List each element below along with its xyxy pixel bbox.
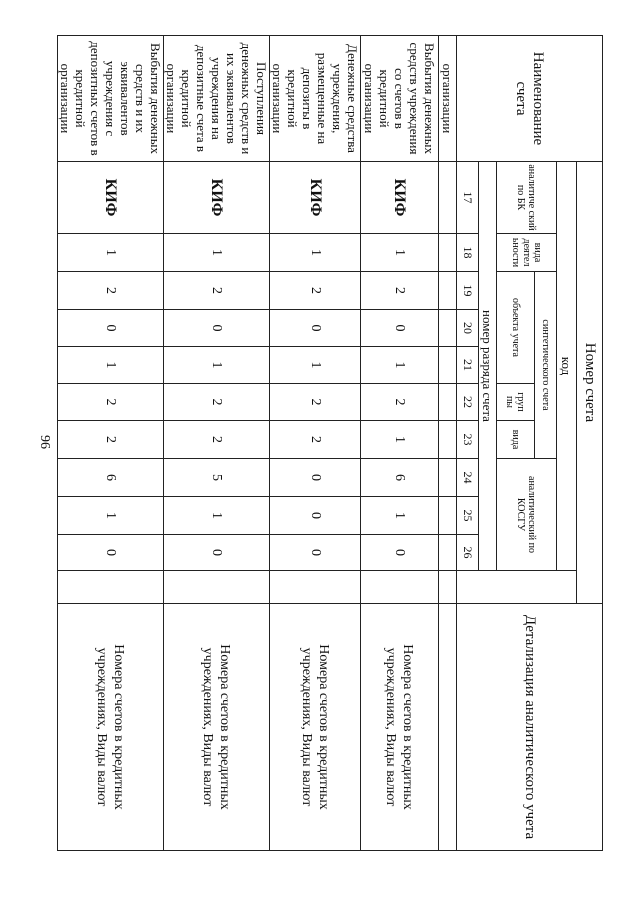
- digit-header: 17: [457, 162, 479, 234]
- kbk-code: КИФ: [361, 162, 439, 234]
- kbk-code: КИФ: [270, 162, 361, 234]
- digit-header: 22: [457, 384, 479, 421]
- header-blank: [457, 571, 577, 604]
- digit-cell: 2: [270, 421, 361, 459]
- digit-cell: 1: [164, 234, 270, 272]
- rotated-table-container: [58, 35, 603, 850]
- digit-header: 20: [457, 310, 479, 347]
- digit-cell: 2: [361, 272, 439, 310]
- detail-cell: Номера счетов в кредитных учреждениях, Виды валют: [58, 604, 164, 851]
- digit-header: 23: [457, 421, 479, 459]
- digit-cell: 1: [361, 421, 439, 459]
- account-name: Денежные средства учреждения, размещенные на депозиты в кредитной организации: [270, 36, 361, 162]
- page-number: 96: [37, 435, 52, 449]
- header-account-name: Наименование счета: [457, 36, 603, 162]
- digit-header: 25: [457, 497, 479, 535]
- header-digit-number: номер разряда счета: [479, 162, 497, 571]
- digit-cell: 0: [164, 310, 270, 347]
- header-group: груп пы: [497, 384, 535, 421]
- digit-cell: 2: [270, 384, 361, 421]
- table-row: [164, 36, 270, 851]
- table-row: [361, 36, 439, 851]
- digit-cell: 2: [164, 384, 270, 421]
- detail-cell: Номера счетов в кредитных учреждениях, Виды валют: [270, 604, 361, 851]
- digit-cell: 1: [270, 234, 361, 272]
- header-analytical-kosgu: аналитический по КОСГУ: [497, 459, 557, 571]
- account-name: Выбытия денежных средств и их эквивалентов учреждения с депозитных счетов в кредитной организации: [58, 36, 164, 162]
- carryover-name: организации: [439, 36, 457, 162]
- digit-cell: 2: [361, 384, 439, 421]
- digit-cell: 1: [361, 347, 439, 384]
- header-activity-type: вида деятел ьности: [497, 234, 557, 272]
- digit-cell: 0: [270, 535, 361, 571]
- digit-cell: 2: [58, 384, 164, 421]
- digit-cell: 0: [361, 310, 439, 347]
- kbk-code: КИФ: [164, 162, 270, 234]
- digit-cell: 1: [270, 347, 361, 384]
- header-synthetic: синтетического счета: [535, 272, 557, 459]
- digit-header: 24: [457, 459, 479, 497]
- header-kind: вида: [497, 421, 535, 459]
- digit-cell: 0: [164, 535, 270, 571]
- digit-cell: 6: [58, 459, 164, 497]
- digit-header: 18: [457, 234, 479, 272]
- detail-cell: Номера счетов в кредитных учреждениях, Виды валют: [164, 604, 270, 851]
- header-detail: Детализация аналитического учета: [457, 604, 603, 851]
- digit-cell: 1: [58, 234, 164, 272]
- digit-cell: 2: [58, 421, 164, 459]
- digit-cell: 1: [361, 234, 439, 272]
- digit-cell: 1: [58, 347, 164, 384]
- digit-cell: 1: [164, 347, 270, 384]
- digit-cell: 2: [270, 272, 361, 310]
- detail-cell: Номера счетов в кредитных учреждениях, Виды валют: [361, 604, 439, 851]
- table-row: [270, 36, 361, 851]
- digit-cell: 2: [58, 272, 164, 310]
- digit-cell: 1: [164, 497, 270, 535]
- account-name: Поступления денежных средств и их эквивалентов учреждения на депозитные счета в кредитной организации: [164, 36, 270, 162]
- digit-header: 19: [457, 272, 479, 310]
- digit-cell: 2: [164, 421, 270, 459]
- account-name: Выбытия денежных средств учреждения со счетов в кредитной организации: [361, 36, 439, 162]
- digit-cell: 0: [361, 535, 439, 571]
- kbk-code: КИФ: [58, 162, 164, 234]
- digit-cell: 5: [164, 459, 270, 497]
- header-analytical-bk: аналитиче ский по БК: [497, 162, 557, 234]
- digit-cell: 6: [361, 459, 439, 497]
- digit-cell: 0: [58, 310, 164, 347]
- header-object: объекта учета: [497, 272, 535, 384]
- digit-header: 26: [457, 535, 479, 571]
- header-code: код: [557, 162, 577, 571]
- digit-cell: 0: [270, 497, 361, 535]
- table-row: [58, 36, 164, 851]
- digit-cell: 1: [361, 497, 439, 535]
- digit-cell: 2: [164, 272, 270, 310]
- header-account-number: Номер счета: [577, 162, 603, 604]
- digit-cell: 0: [270, 459, 361, 497]
- accounts-table: [57, 35, 603, 851]
- digit-cell: 0: [58, 535, 164, 571]
- digit-cell: 1: [58, 497, 164, 535]
- digit-header: 21: [457, 347, 479, 384]
- digit-cell: 0: [270, 310, 361, 347]
